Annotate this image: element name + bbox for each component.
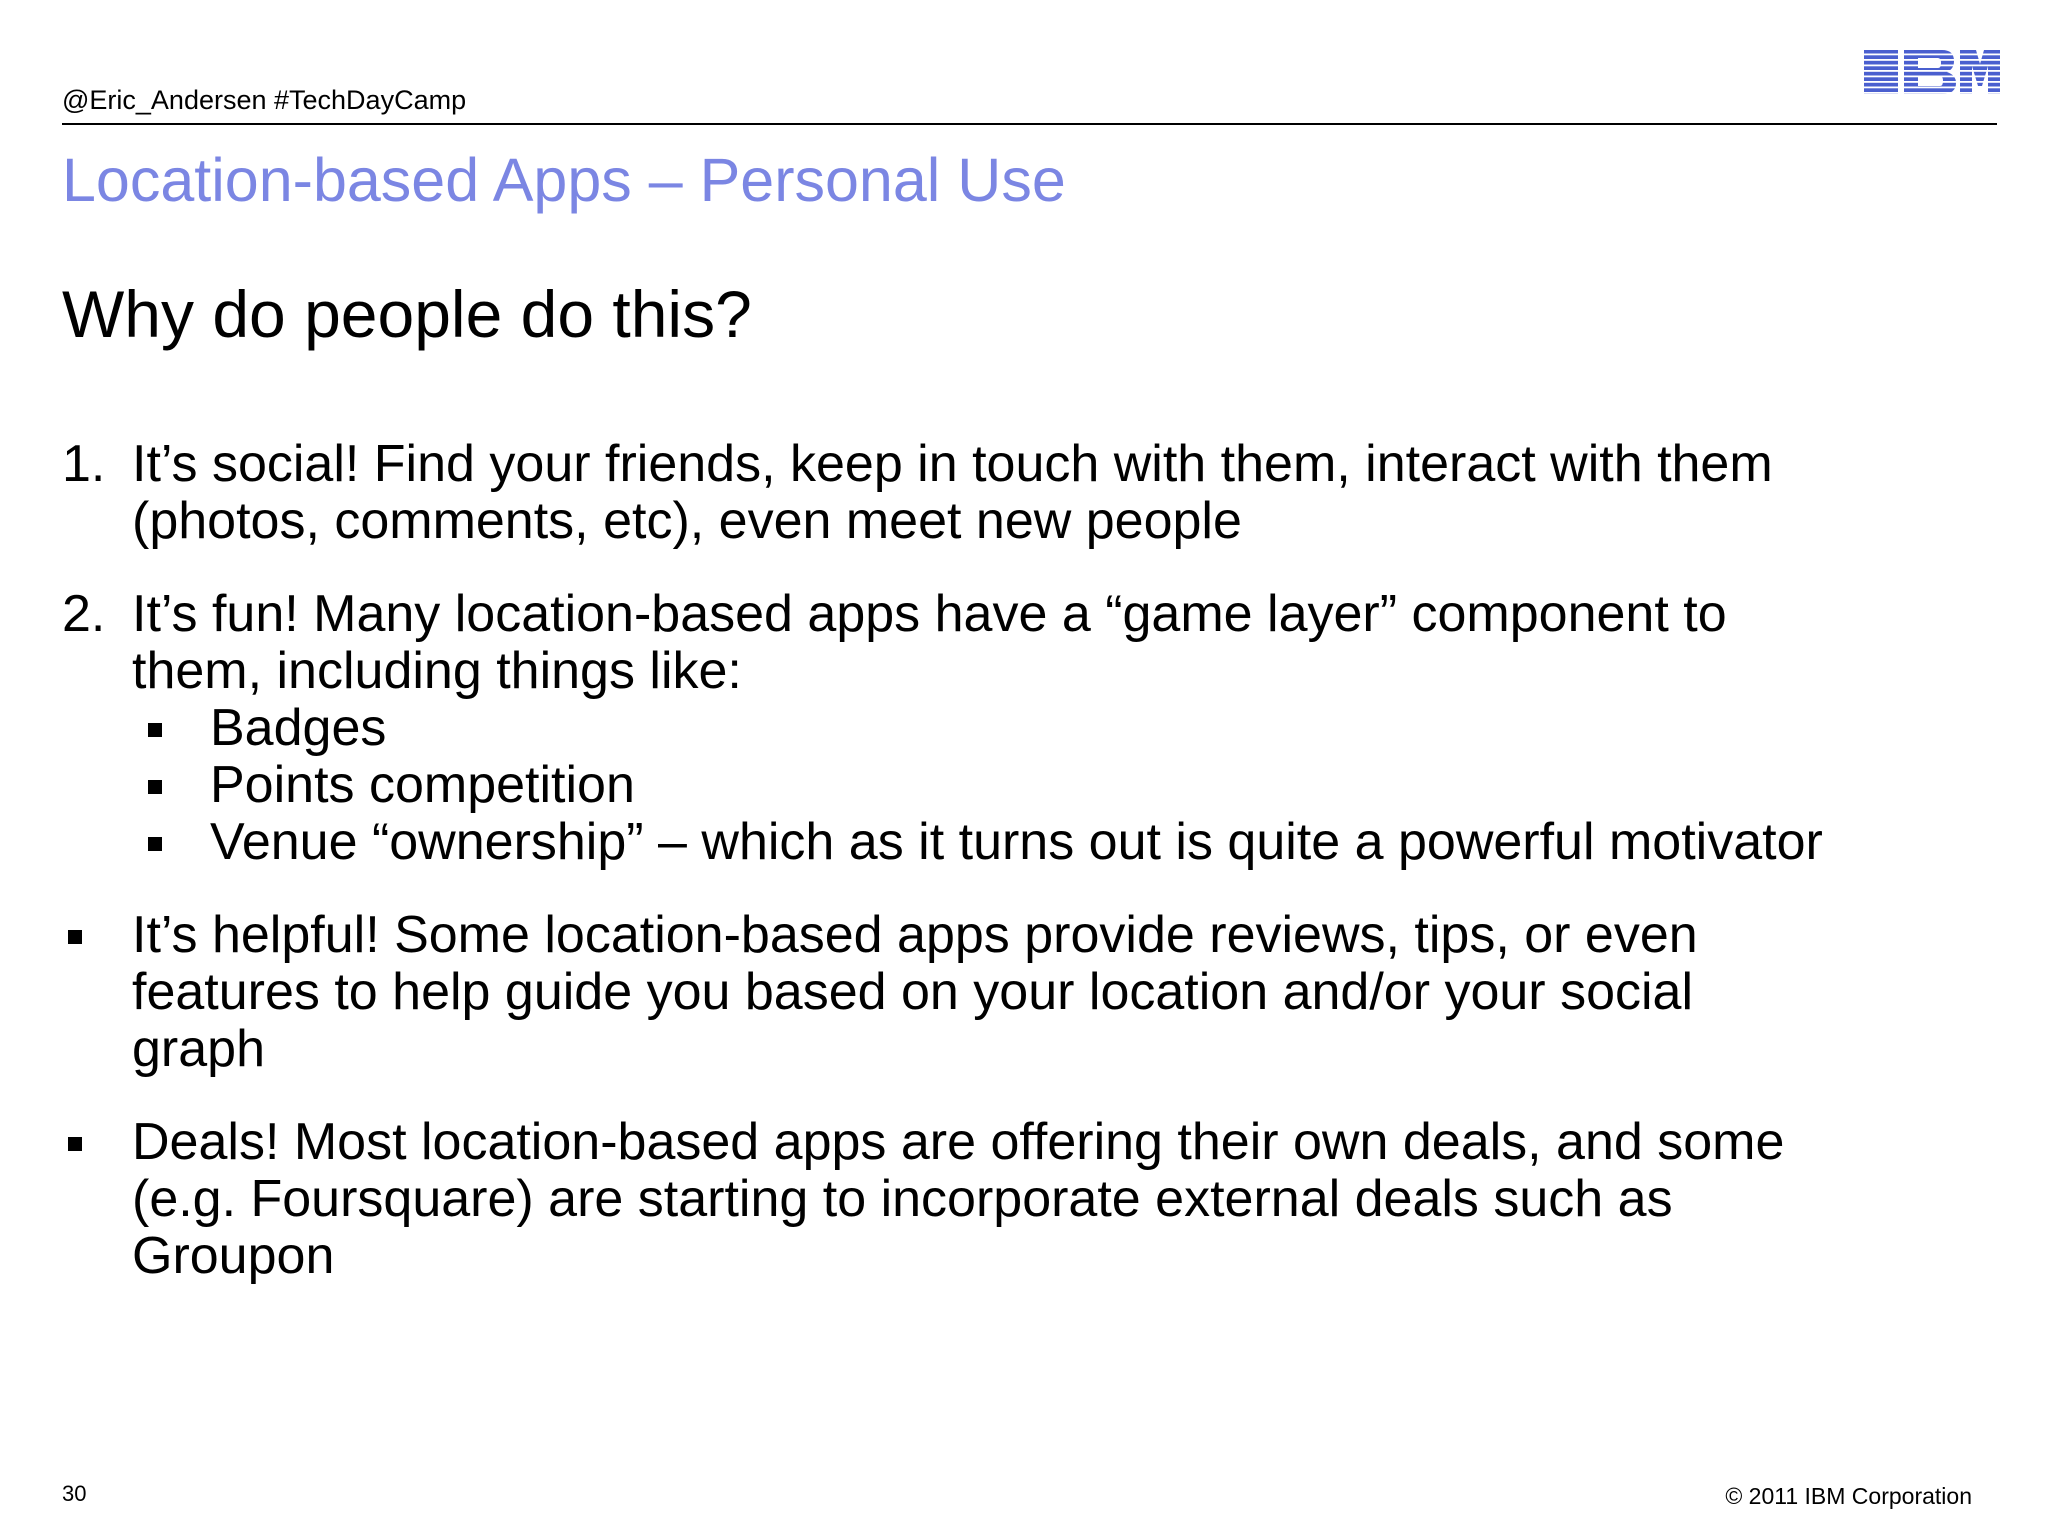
list-item xyxy=(62,586,2012,871)
sub-list-item xyxy=(132,700,2012,757)
list-item xyxy=(62,1114,2012,1285)
square-bullet-icon xyxy=(148,723,162,737)
item-text: It’s fun! Many location-based apps have a “game layer” component to them, including things like: xyxy=(132,585,1727,700)
square-bullet-icon xyxy=(148,837,162,851)
bullet-list xyxy=(62,436,2012,1321)
item-text: It’s helpful! Some location-based apps provide reviews, tips, or even features to help guide you based on your location and/or your social graph xyxy=(132,906,1698,1078)
author-handle: @Eric_Andersen #TechDayCamp xyxy=(62,85,467,115)
sub-list-item xyxy=(132,814,2012,871)
item-number: 1. xyxy=(62,435,106,493)
page-number: 30 xyxy=(62,1481,87,1506)
sub-list-item xyxy=(132,757,2012,814)
slide-title: Location-based Apps – Personal Use xyxy=(62,146,1066,214)
list-item xyxy=(62,907,2012,1078)
sub-bullet-list xyxy=(132,700,2012,871)
square-bullet-icon xyxy=(68,1137,82,1151)
header-divider xyxy=(62,123,1997,125)
sub-item-text: Points competition xyxy=(210,756,635,814)
sub-item-text: Venue “ownership” – which as it turns out is quite a powerful motivator xyxy=(210,813,1823,871)
square-bullet-icon xyxy=(148,780,162,794)
sub-item-text: Badges xyxy=(210,699,387,757)
copyright-notice: © 2011 IBM Corporation xyxy=(1725,1483,1972,1509)
ibm-logo xyxy=(1864,50,2000,106)
item-text: It’s social! Find your friends, keep in touch with them, interact with them (photos, comments, etc), even meet new people xyxy=(132,435,1773,550)
slide-subtitle: Why do people do this? xyxy=(62,277,752,351)
list-item xyxy=(62,436,2012,550)
item-text: Deals! Most location-based apps are offering their own deals, and some (e.g. Foursquare) are starting to incorporate external deals such as Groupon xyxy=(132,1113,1785,1285)
square-bullet-icon xyxy=(68,930,82,944)
item-number: 2. xyxy=(62,585,106,643)
